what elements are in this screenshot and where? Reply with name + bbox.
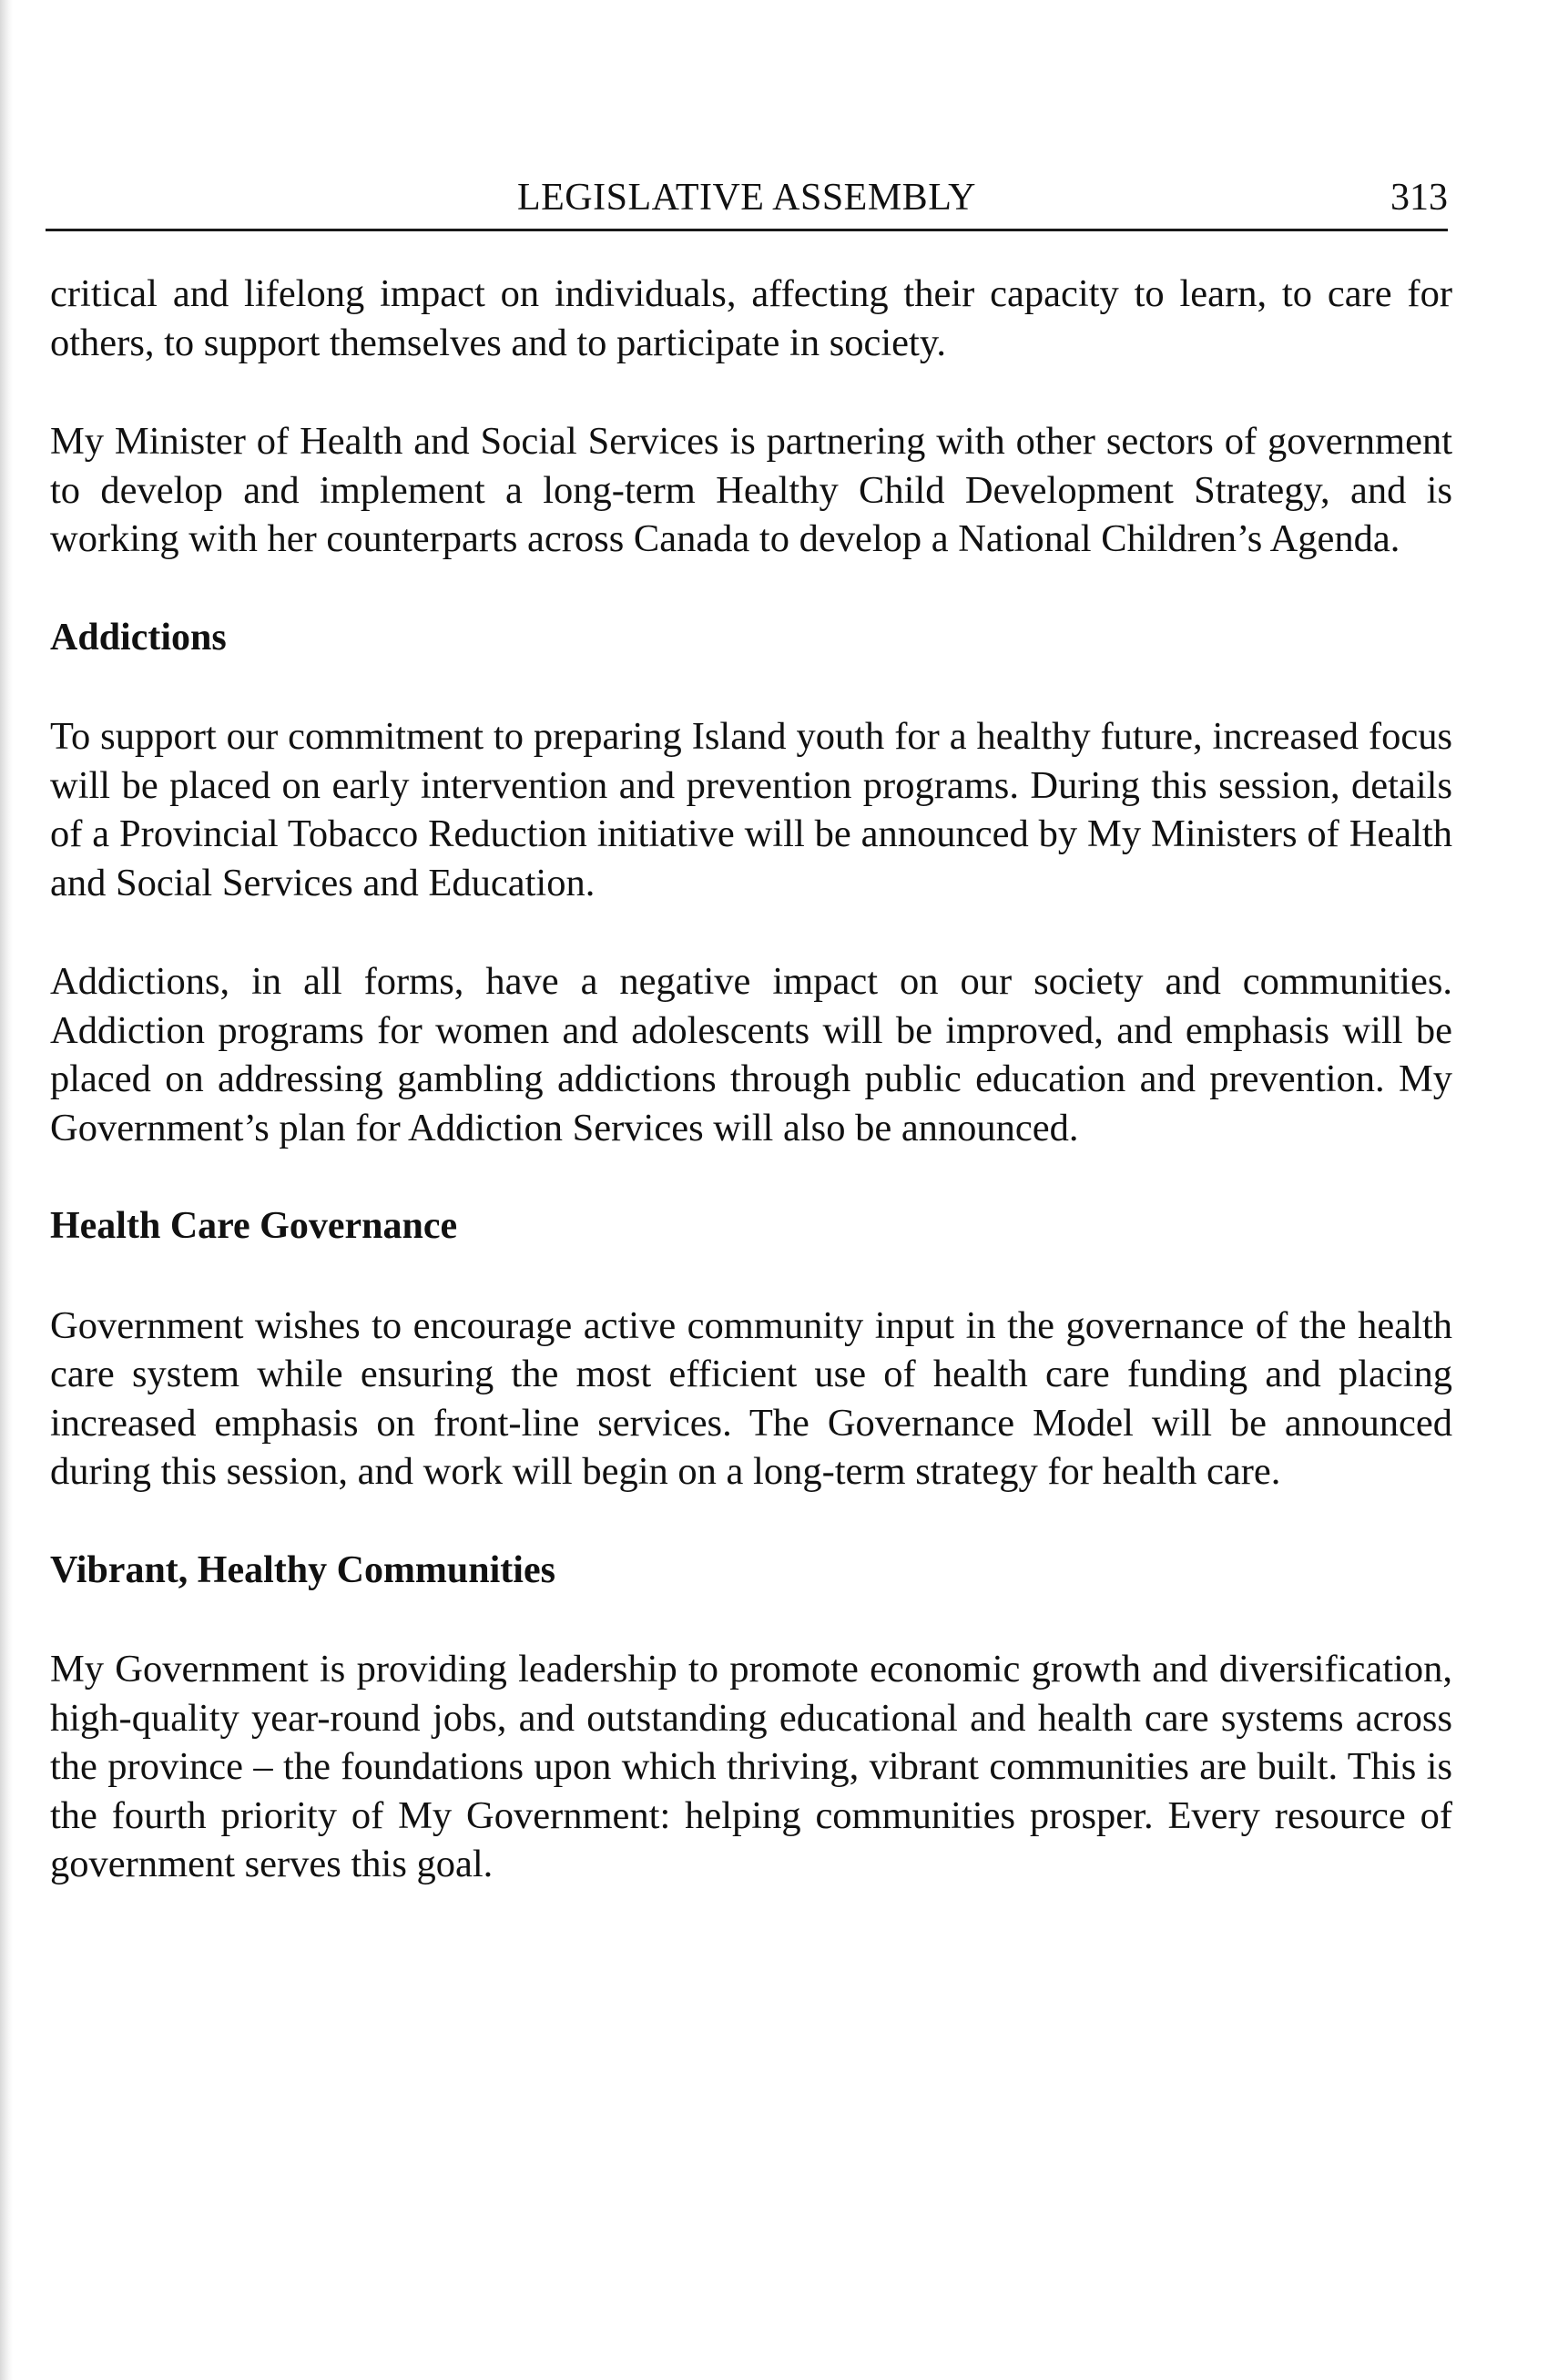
paragraph-child-strategy: My Minister of Health and Social Services is partnering with other sectors of government to develop and implement a long-term Healthy Child Development Strategy, and is working with her counterparts across Canada to develop a National Children’s Agenda. [50, 420, 1452, 560]
paragraph-youth-prevention: To support our commitment to preparing Island youth for a healthy future, increased focus will be placed on early intervention and prevention programs. During this session, details of a Provincial Tobacco Reduction initiative will be announced by My Ministers of Health and Social Services and Education. [50, 715, 1452, 904]
body-text [50, 270, 1452, 1939]
page-edge-shadow [0, 0, 13, 2380]
paragraph-governance-model: Government wishes to encourage active community input in the governance of the health care system while ensuring the most efficient use of health care funding and placing increased emphasis on front-line services. The Governance Model will be announced during this session, and work will begin on a long-term strategy for health care. [50, 1303, 1452, 1493]
paragraph-communities-prosper: My Government is providing leadership to promote economic growth and diversification, high-quality year-round jobs, and outstanding educational and health care systems across the province – the foundations upon which thriving, vibrant communities are built. This is the fourth priority of My Government: helping communities prosper. Every resource of government serves this goal. [50, 1648, 1452, 1885]
heading-health-care-governance: Health Care Governance [50, 1205, 458, 1247]
header-title: LEGISLATIVE ASSEMBLY [517, 177, 976, 219]
paragraph-addiction-services: Addictions, in all forms, have a negative impact on our society and communities. Addiction programs for women and adolescents will be improved, and emphasis will be placed on addressing gambling addictions through public education and prevention. My Government’s plan for Addiction Services will also be announced. [50, 960, 1452, 1149]
page-number: 313 [1390, 177, 1448, 219]
header-rule [46, 229, 1448, 231]
heading-vibrant-communities: Vibrant, Healthy Communities [50, 1548, 555, 1591]
running-header [46, 175, 1448, 228]
paragraph-child-development: critical and lifelong impact on individuals, affecting their capacity to learn, to care for others, to support themselves and to participate in society. [50, 272, 1452, 364]
heading-addictions: Addictions [50, 616, 227, 659]
